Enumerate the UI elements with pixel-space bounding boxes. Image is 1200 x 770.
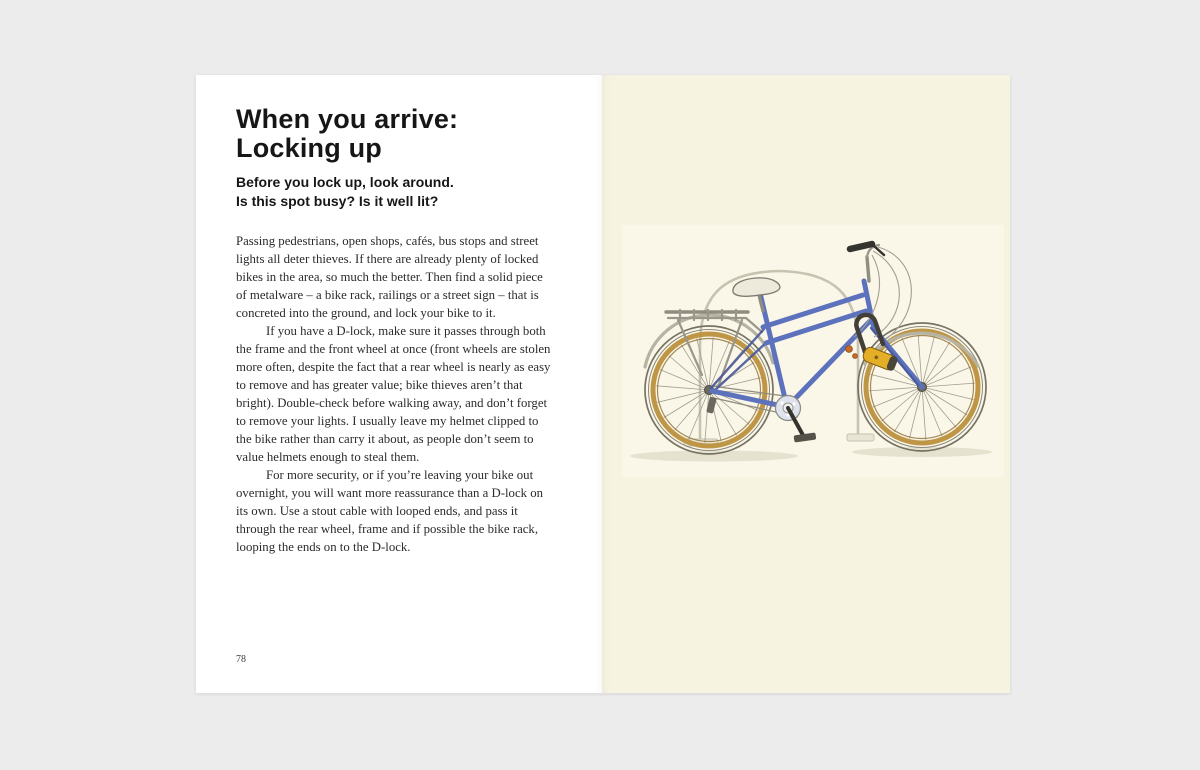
handlebar-grip (850, 244, 872, 249)
standfirst-line1: Before you lock up, look around. (236, 174, 454, 190)
bike-stand (684, 271, 874, 446)
body-text (236, 232, 554, 556)
paragraph-3: For more security, or if you’re leaving your bike out overnight, you will want more reassurance than a D-lock on its own. Use a stout cable with looped ends, and pass it through the rear wheel, frame and if possible the bike rack, looping the ends on to the D-lock. (236, 468, 544, 554)
reflector-icon (846, 346, 853, 353)
left-page (196, 75, 602, 693)
reflector-small-icon (853, 354, 858, 359)
right-page (602, 75, 1010, 693)
illustration-panel (622, 225, 1004, 477)
page-title (236, 105, 458, 163)
bike-stand-foot-front (847, 434, 874, 441)
page-standfirst (236, 173, 454, 211)
standfirst-line2: Is this spot busy? Is it well lit? (236, 193, 439, 209)
book-spread (196, 75, 1010, 693)
crankset (776, 396, 817, 443)
page-title-line2: Locking up (236, 133, 382, 163)
ground-shadow-rear (630, 451, 798, 462)
top-tube (763, 295, 863, 327)
page-title-line1: When you arrive: (236, 104, 459, 134)
saddle (733, 278, 780, 296)
bicycle-illustration (622, 225, 1004, 477)
handlebar (850, 244, 911, 339)
page-number: 78 (236, 654, 246, 665)
pedal (794, 433, 817, 443)
paragraph-1: Passing pedestrians, open shops, cafés, bus stops and street lights all deter thieves. If there are already plenty of locked bikes in the area, so much the better. Then find a solid piece of metalware – a bike rack, railings or a street sign – that is concreted into the ground, and lock your bike to it. (236, 234, 543, 320)
paragraph-2: If you have a D-lock, make sure it passes through both the frame and the front wheel at once (front wheels are stolen more often, despite the fact that a rear wheel is nearly as easy to remove and has greater value; bike thieves aren’t that bright). Double-check before walking away, and don’t forget to remove your lights. I usually leave my helmet clipped to the bike rather than carry it about, as people don’t seem to value helmets enough to steal them. (236, 324, 551, 464)
stem (867, 257, 869, 281)
ground-shadow-front (852, 447, 992, 457)
rear-wheel (645, 326, 773, 454)
